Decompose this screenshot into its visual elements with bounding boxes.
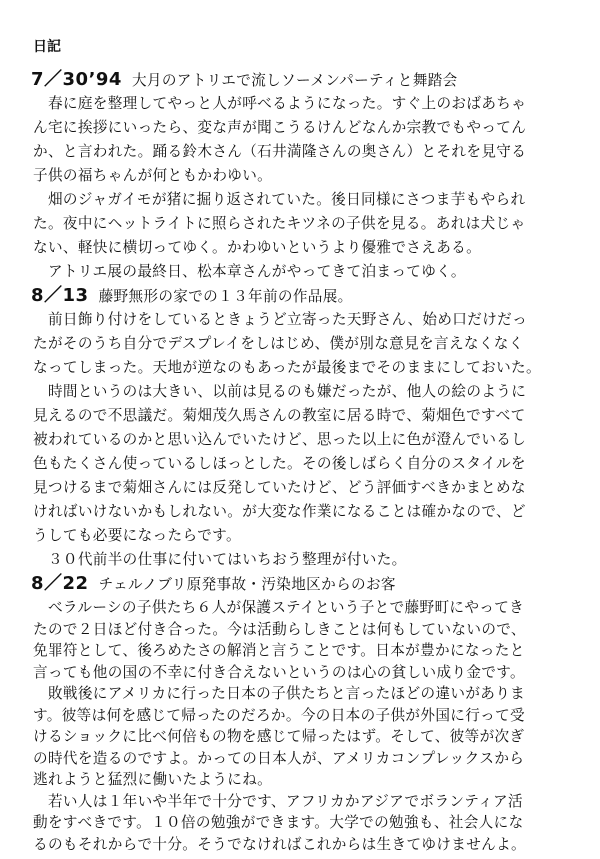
entry-date: 8／22 [31, 573, 89, 594]
page-title: 日記 [33, 39, 61, 55]
text-line: た。夜中にヘットライトに照らされたキツネの子供を見る。あれは犬じゃ [33, 215, 526, 232]
text-line: 見つけるまで菊畑さんには反発していたけど、どう評価すべきかまとめな [33, 479, 526, 496]
entry-header [31, 286, 353, 307]
text-line: 逃れようと猛烈に働いたようにね。 [33, 771, 273, 788]
text-line: たので２日ほど付き合った。今は活動らしきことは何もしていないので、 [33, 620, 526, 638]
entry-header [31, 70, 458, 91]
text-line: アトリエ展の最終日、松本章さんがやってきて泊まってゆく。 [33, 263, 466, 280]
text-line: 免罪符として、後ろめたさの解消と言うことです。日本が豊かになったと [33, 642, 525, 659]
text-line: 被われているのかと思い込んでいたけど、思った以上に色が澄んでいるし [33, 431, 527, 448]
text-line: ければいけないかもしれない。が大変な作業になることは確かなので、ど [33, 503, 526, 520]
text-line: なってしまった。天地が逆なのもあったが最後までそのままにしておいた。 [33, 359, 541, 376]
entry-caption: 大月のアトリエで流しソーメンパーティと舞踏会 [131, 72, 458, 89]
text-line: 前日飾り付けをしているときょうど立寄った天野さん、始め口だけだっ [33, 311, 528, 328]
entry-caption: 藤野無形の家での１３年前の作品展。 [98, 288, 353, 305]
text-line: るのもそれからで十分。そうでなければこれからは生きてゆけませんよ。 [33, 835, 527, 853]
text-line: か、と言われた。踊る鈴木さん（石井満隆さんの奥さん）とそれを見守る [33, 143, 527, 160]
text-line: 若い人は１年いや半年で十分です、アフリカかアジアでボランティア活 [33, 792, 523, 810]
text-line: 春に庭を整理してやっと人が呼べるようになった。すぐ上のおばあちゃ [33, 95, 527, 112]
text-line: 時間というのは大きい、以前は見るのも嫌だったが、他人の絵のように [33, 383, 527, 400]
text-line: ん宅に挨拶にいったら、変な声が聞こうるけんどなんか宗教でもやってん [33, 119, 527, 136]
text-line: ない、軽快に横切ってゆく。かわゆいというより優雅でさえある。 [33, 239, 482, 256]
text-line: けるショックに比べ何倍もの物を感じて帰ったはず。そして、彼等が次ぎ [33, 728, 525, 745]
text-line: 色もたくさん使っているしほっとした。その後しばらく自分のスタイルを [33, 455, 526, 472]
text-line: 敗戦後にアメリカに行った日本の子供たちと言ったほどの違いがありま [33, 685, 526, 702]
entry-header [31, 574, 396, 595]
text-line: の時代を造るのですよ。かっての日本人が、アメリカコンプレックスから [33, 749, 525, 767]
text-line: 見えるので不思議だ。菊畑茂久馬さんの教室に居る時で、菊畑色ですべて [33, 407, 526, 424]
text-line: 子供の福ちゃんが何ともかわゆい。 [33, 167, 273, 184]
entry-date: 8／13 [31, 285, 89, 306]
text-line: 畑のジャガイモが猪に掘り返されていた。後日同様にさつま芋もやられ [33, 191, 526, 208]
entry-date: 7／30’94 [31, 69, 122, 90]
text-line: 動をすべきです。１０倍の勉強ができます。大学での勉強も、社会人にな [33, 814, 524, 831]
entry-caption: チェルノブリ原発事故・汚染地区からのお客 [98, 576, 396, 593]
text-line: うしても必要になったらです。 [33, 527, 241, 544]
text-line: たがそのうち自分でデスプレイをしはじめ、僕が別な意見を言えなくなく [33, 335, 524, 352]
text-line: す。彼等は何を感じて帰ったのだろか。今の日本の子供が外国に行って受 [33, 706, 525, 724]
text-line: べラルーシの子供たち６人が保護ステイという子とで藤野町にやってき [33, 599, 525, 616]
text-line: 言っても他の国の不幸に付き合えないというのは心の貧しい成り金です。 [33, 663, 525, 681]
text-line: ３０代前半の仕事に付いてはいちおう整理が付いた。 [33, 551, 407, 568]
